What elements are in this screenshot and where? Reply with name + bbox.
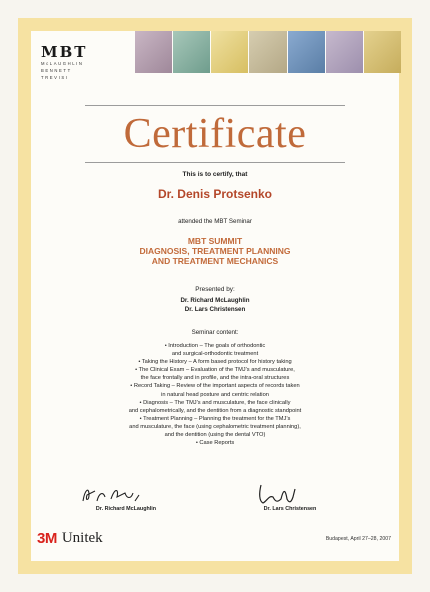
attended-line: attended the MBT Seminar [178, 218, 252, 225]
3m-unitek-logo [37, 529, 103, 547]
seminar-content-list [31, 342, 399, 447]
content-line: • Treatment Planning – Planning the treatment for the TMJ’s [139, 415, 291, 422]
3m-mark: 3M [37, 529, 57, 547]
content-line: • Introduction – The goals of orthodontic [164, 343, 266, 349]
mbt-logo-line-2: BENNETT [41, 68, 72, 73]
banner-tile [211, 31, 248, 73]
banner-tile [326, 31, 363, 73]
presenter-name: Dr. Richard McLaughlin [180, 297, 250, 304]
signatory-name-left: Dr. Richard McLaughlin [95, 506, 157, 512]
certify-line: This is to certify, that [182, 171, 248, 178]
banner-tile [288, 31, 325, 73]
presenter-name: Dr. Lars Christensen [184, 306, 246, 313]
content-line: in natural head posture and centric relation [161, 391, 269, 398]
seminar-title-line: AND TREATMENT MECHANICS [151, 256, 279, 266]
content-line: • Case Reports [195, 440, 235, 447]
content-line: and the dentition (using the dental VTO) [164, 432, 266, 439]
mbt-logo-line-3: TREVISI [41, 75, 69, 80]
certificate-header [31, 31, 399, 80]
title-rule-top [85, 105, 345, 106]
banner-tile [364, 31, 401, 73]
place-and-date: Budapest, April 27–28, 2007 [325, 536, 391, 542]
content-line: and surgical-orthodontic treatment [171, 351, 259, 358]
content-line: and cephalometrically, and the dentition from a diagnostic standpoint [128, 407, 302, 414]
content-line: • Record Taking – Review of the important aspects of records taken [130, 383, 300, 390]
unitek-wordmark: Unitek [61, 529, 103, 546]
content-line: the face frontally and in profile, and the intra-oral structures [140, 375, 290, 382]
certificate-title: Certificate [123, 111, 307, 157]
mbt-logo-line-1: McLAUGHLIN [41, 61, 84, 66]
mbt-logo-mark: MBT [41, 43, 88, 61]
presented-by-label: Presented by: [195, 286, 235, 293]
content-line: • The Clinical Exam – Evaluation of the TMJ’s and musculature, [135, 367, 295, 374]
banner-tile [135, 31, 172, 73]
title-rule-bottom [85, 162, 345, 163]
mbt-logo [41, 45, 111, 81]
seminar-title [31, 236, 399, 266]
content-label: Seminar content: [191, 329, 239, 336]
header-image-banner [135, 31, 401, 73]
content-line: • Taking the History – A form based protocol for history taking [138, 359, 292, 366]
banner-tile [249, 31, 286, 73]
signature-mclaughlin [75, 481, 215, 507]
recipient-name: Dr. Denis Protsenko [157, 187, 273, 201]
content-line: • Diagnosis – The TMJ’s and musculature, the face clinically [139, 399, 291, 406]
certificate-body [31, 31, 399, 561]
signature-christensen [237, 481, 377, 507]
signatory-name-right: Dr. Lars Christensen [263, 506, 317, 512]
content-line: and musculature, the face (using cephalometric treatment planning), [129, 423, 301, 430]
seminar-title-line: MBT SUMMIT [187, 236, 243, 246]
banner-tile [173, 31, 210, 73]
presented-by [31, 286, 399, 314]
seminar-title-line: DIAGNOSIS, TREATMENT PLANNING [139, 246, 291, 256]
